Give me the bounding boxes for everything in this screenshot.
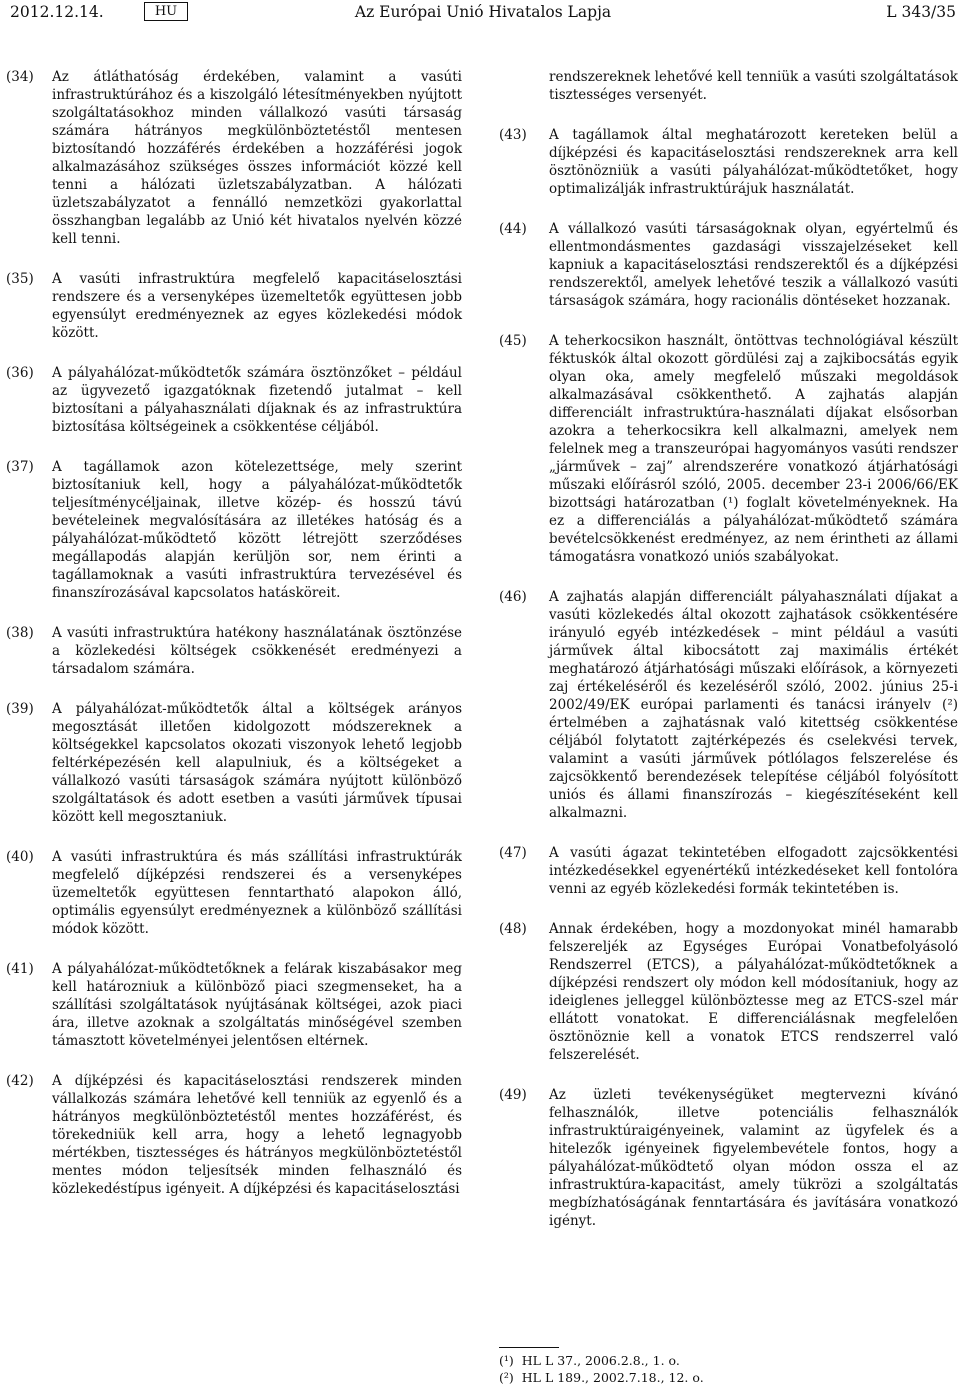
recital-number: (36) [6,365,34,381]
page-number: L 343/35 [886,3,956,21]
recital-41 [6,960,462,1050]
recital-46 [499,588,958,822]
recital-42-continuation [499,68,958,104]
recital-number: (42) [6,1073,34,1089]
recital-text: Annak érdekében, hogy a mozdonyokat minél hamarabb felszereljék az Egységes Európai Vonatbefolyásoló Rendszerrel (ETCS), a pályahálózat-működtetőknek a díjképzési rendszert oly módon kell módosítaniuk, hogy az ideiglenes jelleggel különböztesse meg az ETCS-szel már ellátott vonatokat. E differenciálásnak megfelelően ösztönöznie kell a vonatok ETCS rendszerrel való felszerelését. [549,921,958,1063]
recital-number: (43) [499,127,527,143]
footnotes [499,1347,958,1386]
footnote-2 [499,1369,958,1386]
recital-number: (49) [499,1087,527,1103]
recital-text: Az üzleti tevékenységüket megtervezni kívánó felhasználók, illetve potenciális felhasználók infrastruktúraigényeinek, valamint az ügyfelek és a hitelezők igényeinek figyelembevétele fontos, hogy a pályahálózat-működtető olyan módon ossza el az infrastruktúra-kapacitást, amely tükrözi a szolgáltatás megbízhatóságának fenntartására és javítására vonatkozó igényt. [549,1087,958,1229]
footnote-text: HL L 189., 2002.7.18., 12. o. [521,1370,704,1385]
recital-38 [6,624,462,678]
recital-text: A teherkocsikon használt, öntöttvas technológiával készült féktuskók által okozott gördülési zaj a zajkibocsátás egyik olyan oka, amely megfelelő műszaki megoldások alkalmazásával csökkenthető. A zajhatás alapján differenciált infrastruktúra-használati díjakat elsősorban azokra a teherkocsikra kell alkalmazni, amelyek nem felelnek meg a transzeurópai hagyományos vasúti rendszer „járművek – zaj” alrendszerére vonatkozó átjárhatósági műszaki előírásról szóló, 2005. december 23-i 2006/66/EK bizottsági határozatban (¹) foglalt követelményeknek. Ha ez a differenciálás a pályahálózat-működtető számára bevételcsökkenést eredményez, az nem érintheti az állami támogatásra vonatkozó uniós szabályokat. [549,333,958,565]
recital-number: (40) [6,849,34,865]
recital-number: (38) [6,625,34,641]
recital-text: A pályahálózat-működtetőknek a felárak kiszabásakor meg kell határozniuk a különböző piaci szegmenseket, ha a szállítási szolgáltatások nyújtásának költségei, azok piaci ára, illetve azoknak a szolgáltatás minőségével szemben támasztott követelményei jelentősen eltérnek. [52,961,462,1049]
recital-39 [6,700,462,826]
language-badge: HU [144,2,188,21]
recital-text: A díjképzési és kapacitáselosztási rendszerek minden vállalkozás számára lehetővé kell tenniük az egyenlő és a hátrányos megkülönböztetéstől mentes hozzáférést, és törekedniük kell arra, hogy a lehető legnagyobb mértékben, tisztességes és hátrányos megkülönböztetéstől mentes módon teljesítsék minden felhasználó és közlekedéstípus igényeit. A díjképzési és kapacitáselosztási [52,1073,462,1197]
right-column [499,68,958,1230]
recital-number: (48) [499,921,527,937]
recital-47 [499,844,958,898]
recital-text: A vasúti infrastruktúra és más szállítási infrastruktúrák megfelelő díjképzési rendszerei és a versenyképes üzemeltetők együttesen fenntartható alapokon álló, optimális egyensúlyt eredményeznek a különböző szállítási módok között. [52,849,462,937]
recital-number: (46) [499,589,527,605]
recital-text: Az átláthatóság érdekében, valamint a vasúti infrastruktúrához és a kiszolgáló létesítményekben nyújtott szolgáltatásokhoz minden vállalkozó vasúti társaság számára hátrányos megkülönböztetéstől mentesen biztosítandó hozzáférés érdekében a hozzáférési jogok alkalmazásához szükséges összes információt közzé kell tenni a hálózati üzletszabályzatban. A hálózati üzletszabályzatot a fennálló nemzetközi gyakorlattal összhangban legalább az Unió két hivatalos nyelvén közzé kell tenni. [52,69,462,247]
footnote-divider [499,1347,559,1348]
recital-48 [499,920,958,1064]
recital-number: (39) [6,701,34,717]
recital-number: (35) [6,271,34,287]
recital-number: (34) [6,69,34,85]
recital-43 [499,126,958,198]
recital-44 [499,220,958,310]
footnote-1 [499,1352,958,1369]
recital-text: rendszereknek lehetővé kell tenniük a vasúti szolgáltatások tisztességes versenyét. [549,69,958,103]
recital-36 [6,364,462,436]
recital-text: A vasúti ágazat tekintetében elfogadott zajcsökkentési intézkedésekkel egyenértékű intézkedéseket kell fontolóra venni az egyéb közlekedési formák tekintetében is. [549,845,958,897]
recital-40 [6,848,462,938]
recital-text: A vasúti infrastruktúra megfelelő kapacitáselosztási rendszere és a versenyképes üzemeltetők együttesen jobb egyensúlyt eredményeznek az egyes közlekedési módok között. [52,271,462,341]
recital-text: A vasúti infrastruktúra hatékony használatának ösztönzése a közlekedési költségek csökkenését eredményezi a társadalom számára. [52,625,462,677]
footnote-text: HL L 37., 2006.2.8., 1. o. [521,1353,680,1368]
recital-text: A vállalkozó vasúti társaságoknak olyan, egyértelmű és ellentmondásmentes gazdasági visszajelzéseket kell kapniuk a kapacitáselosztási rendszerektől és a díjképzési rendszerektől, amelyek lehetővé teszik a vállalkozó vasúti társaságok számára, hogy racionális döntéseket hozzanak. [549,221,958,309]
recital-text: A pályahálózat-működtetők számára ösztönzőket – például az ügyvezető igazgatóknak fizetendő jutalmat – kell biztosítani a pályahasználati díjaknak és az infrastruktúra biztosítása költségeinek a csökkentése céljából. [52,365,462,435]
recital-text: A pályahálózat-működtetők által a költségek arányos megosztását illetően kidolgozott módszereknek a költségekkel kapcsolatos okozati viszonyok lehető legjobb feltérképezésén kell alapulniuk, és a költségeket a vállalkozó vasúti társaságok számára nyújtott különböző szolgáltatások és adott esetben a vasúti járművek típusai között kell megosztaniuk. [52,701,462,825]
recital-number: (41) [6,961,34,977]
recital-number: (45) [499,333,527,349]
footnote-mark: (²) [499,1370,514,1385]
recital-34 [6,68,462,248]
recital-text: A zajhatás alapján differenciált pályahasználati díjakat a vasúti közlekedés által okozott zajhatások csökkentésére irányuló egyéb intézkedések – mint például a vasúti járművek által kibocsátott zaj maximális értékét meghatározó átjárhatósági műszaki előírások, a környezeti zaj értékeléséről és kezeléséről szóló, 2002. június 25-i 2002/49/EK európai parlamenti és tanácsi irányelv (²) értelmében a zajhatásnak való kitettség csökkentése céljából folytatott zajtérképezés és cselekvési tervek, valamint a vasúti járművek pótlólagos felszerelése és zajcsökkentő berendezések telepítése céljából folyósított uniós és állami finanszírozás – kiegészítéseként kell alkalmazni. [549,589,958,821]
publication-date: 2012.12.14. [10,3,104,21]
page-header [10,2,956,24]
footnote-mark: (¹) [499,1353,514,1368]
recital-text: A tagállamok által meghatározott kereteken belül a díjképzési és kapacitáselosztási rendszereknek arra kell ösztönözniük a vasúti pályahálózat-működtetőket, hogy optimalizálják infrastruktúrájuk használatát. [549,127,958,197]
journal-title: Az Európai Unió Hivatalos Lapja [354,3,612,21]
recital-35 [6,270,462,342]
recital-37 [6,458,462,602]
left-column [6,68,462,1198]
recital-49 [499,1086,958,1230]
recital-number: (47) [499,845,527,861]
recital-42 [6,1072,462,1198]
recital-number: (44) [499,221,527,237]
recital-number: (37) [6,459,34,475]
recital-text: A tagállamok azon kötelezettsége, mely szerint biztosítaniuk kell, hogy a pályahálózat-működtetők teljesítménycéljainak, illetve közép- és hosszú távú bevételeinek megvalósítására az illetékes hatóság és a pályahálózat-működtető között létrejött szerződéses megállapodás alapján kerüljön sor, nem érinti a tagállamoknak a vasúti infrastruktúra tervezésével és finanszírozásával kapcsolatos hatásköreit. [52,459,462,601]
recital-45 [499,332,958,566]
